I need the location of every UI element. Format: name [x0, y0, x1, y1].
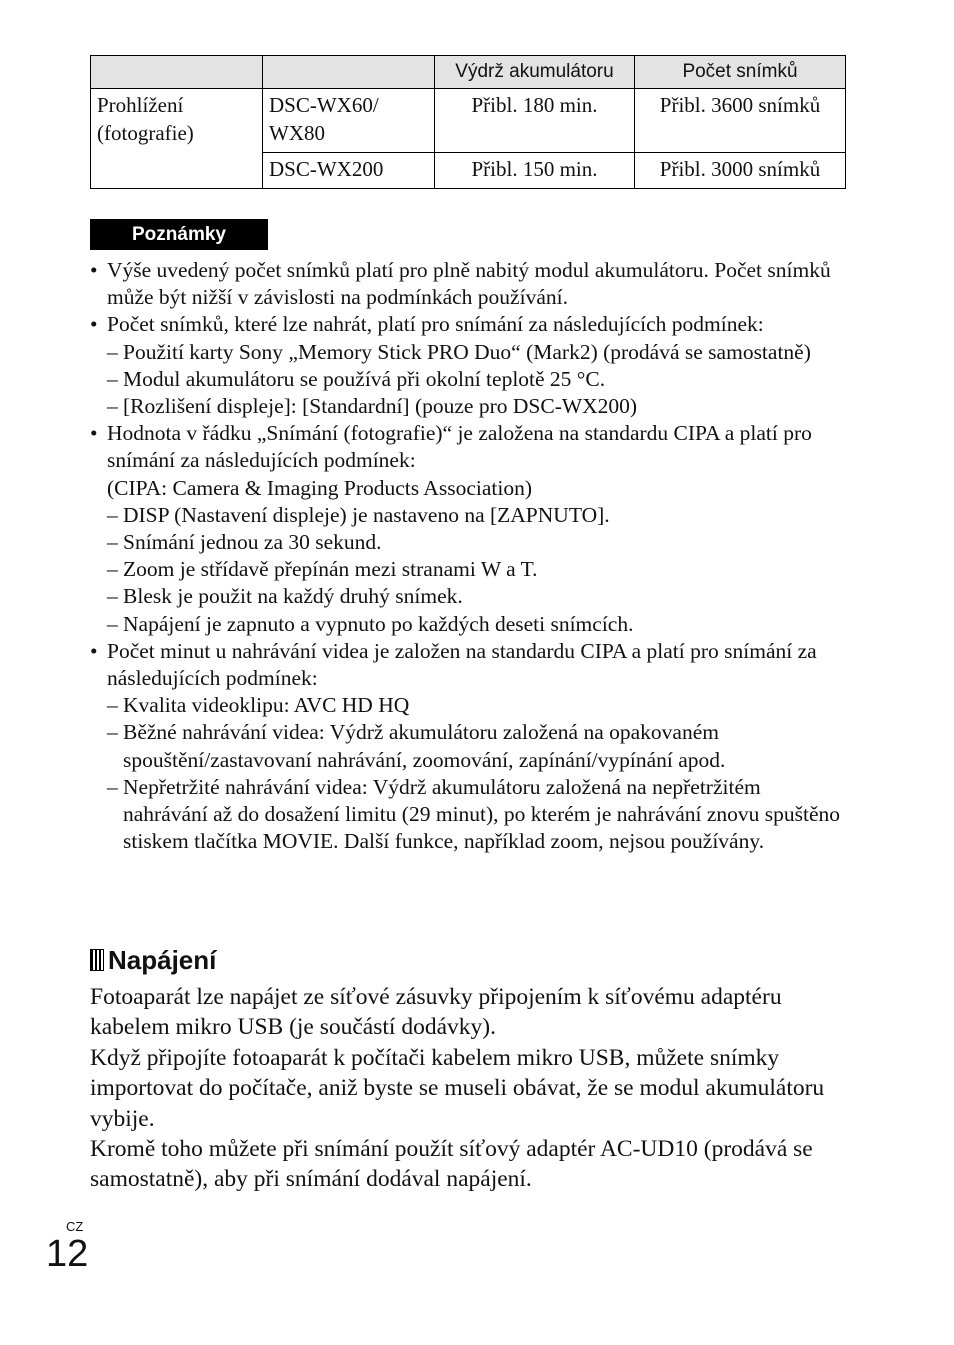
note-sublist	[90, 502, 850, 638]
section-title: Napájení	[108, 945, 217, 975]
count-cell: Přibl. 3000 snímků	[635, 153, 846, 189]
page-number: 12	[46, 1233, 89, 1275]
notes-list	[90, 257, 850, 855]
group-label-cell: Prohlížení (fotografie)	[91, 89, 263, 189]
note-subitem: – [Rozlišení displeje]: [Standardní] (pouze pro DSC-WX200)	[90, 393, 850, 420]
note-subitem: – Zoom je střídavě přepínán mezi stranami W a T.	[90, 556, 850, 583]
duration-cell: Přibl. 180 min.	[435, 89, 635, 153]
note-item	[90, 420, 850, 638]
note-text: • Počet minut u nahrávání videa je založen na standardu CIPA a platí pro snímání za následujících podmínek:	[107, 638, 817, 691]
model-cell: DSC-WX200	[263, 153, 435, 189]
note-text: • Hodnota v řádku „Snímání (fotografie)“ je založena na standardu CIPA a platí pro snímání za následujících podmínek:	[107, 421, 812, 473]
section-heading	[90, 943, 216, 977]
section-marker-icon	[90, 949, 104, 971]
section-body	[90, 982, 850, 1195]
note-subitem: – Napájení je zapnuto a vypnuto po každých deseti snímcích.	[90, 611, 850, 638]
table-header-cell	[91, 56, 263, 89]
count-cell: Přibl. 3600 snímků	[635, 89, 846, 153]
note-subitem: – Snímání jednou za 30 sekund.	[90, 529, 850, 556]
note-text: (CIPA: Camera & Imaging Products Association)	[107, 475, 532, 500]
notes-badge: Poznámky	[90, 219, 268, 250]
note-subitem: – DISP (Nastavení displeje) je nastaveno na [ZAPNUTO].	[90, 502, 850, 529]
model-cell: DSC-WX60/ WX80	[263, 89, 435, 153]
note-sublist	[90, 339, 850, 421]
note-subitem: – Běžné nahrávání videa: Výdrž akumulátoru založená na opakovaném spouštění/zastavovaní nahrávání, zoomování, zapínání/vypínání apod.	[90, 719, 850, 773]
note-subitem: – Blesk je použit na každý druhý snímek.	[90, 583, 850, 610]
duration-cell: Přibl. 150 min.	[435, 153, 635, 189]
table-header-cell	[263, 56, 435, 89]
note-subitem: – Nepřetržité nahrávání videa: Výdrž akumulátoru založená na nepřetržitém nahrávání až do dosažení limitu (29 minut), po kterém je nahrávání znovu spuštěno stiskem tlačítka MOVIE. Další funkce, například zoom, nejsou používány.	[90, 774, 850, 856]
note-text: • Počet snímků, které lze nahrát, platí pro snímání za následujících podmínek:	[107, 312, 764, 337]
battery-spec-table	[90, 55, 846, 189]
note-subitem: – Použití karty Sony „Memory Stick PRO Duo“ (Mark2) (prodává se samostatně)	[90, 339, 850, 366]
note-subitem: – Modul akumulátoru se používá při okolní teplotě 25 °C.	[90, 366, 850, 393]
table-row	[91, 89, 846, 153]
note-item	[90, 257, 850, 311]
note-sublist	[90, 692, 850, 855]
note-item	[90, 638, 850, 856]
note-item	[90, 311, 850, 420]
body-paragraph: Fotoaparát lze napájet ze síťové zásuvky připojením k síťovému adaptéru kabelem mikro USB (je součástí dodávky).	[90, 984, 782, 1041]
note-subitem: – Kvalita videoklipu: AVC HD HQ	[90, 692, 850, 719]
page-language: CZ	[66, 1219, 84, 1234]
table-header-cell: Počet snímků	[635, 56, 846, 89]
note-text: • Výše uvedený počet snímků platí pro plně nabitý modul akumulátoru. Počet snímků může být nižší v závislosti na podmínkách používání.	[107, 258, 831, 310]
table-header-row	[91, 56, 846, 89]
body-paragraph: Když připojíte fotoaparát k počítači kabelem mikro USB, můžete snímky importovat do počítače, aniž byste se museli obávat, že se modul akumulátoru vybije.	[90, 1044, 825, 1132]
table-header-cell: Výdrž akumulátoru	[435, 56, 635, 89]
body-paragraph: Kromě toho můžete při snímání použít síťový adaptér AC-UD10 (prodává se samostatně), aby při snímání dodával napájení.	[90, 1136, 813, 1193]
